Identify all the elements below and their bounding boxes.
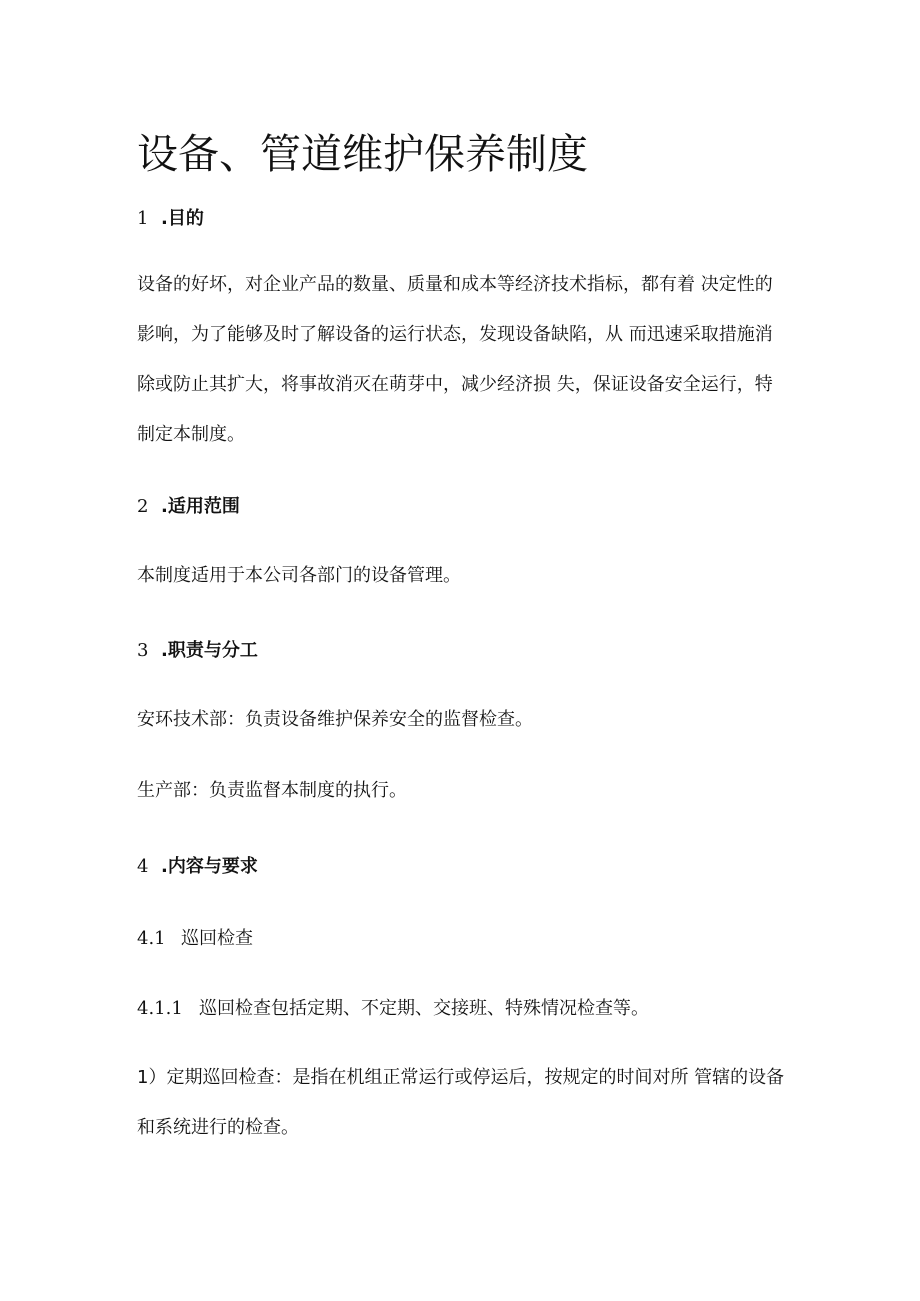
section-heading-scope bbox=[137, 493, 240, 521]
purpose-paragraph: 设备的好坏，对企业产品的数量、质量和成本等经济技术指标，都有着 决定性的影响，为了能够及时了解设备的运行状态，发现设备缺陷，从 而迅速采取措施消除或防止其扩大，将事故消灭在萌芽中，减少经济损 失，保证设备安全运行，特制定本制度。 bbox=[137, 274, 773, 445]
subsection-number: 4.1.1 bbox=[137, 998, 183, 1019]
section-heading-content bbox=[137, 853, 258, 881]
scope-paragraph: 本制度适用于本公司各部门的设备管理。 bbox=[137, 565, 461, 586]
subsection-number: 4.1 bbox=[137, 928, 166, 949]
section-heading-purpose bbox=[137, 205, 204, 233]
subsection-title: 巡回检查 bbox=[181, 928, 253, 949]
duty-safety-dept: 安环技术部：负责设备维护保养安全的监督检查。 bbox=[137, 709, 533, 730]
subsection-text: 巡回检查包括定期、不定期、交接班、特殊情况检查等。 bbox=[199, 998, 649, 1019]
periodic-inspection-paragraph: 1）定期巡回检查：是指在机组正常运行或停运后，按规定的时间对所 管辖的设备和系统进行的检查。 bbox=[137, 1067, 785, 1138]
document-title: 设备、管道维护保养制度 bbox=[137, 130, 588, 178]
section-number: 2 bbox=[137, 496, 149, 517]
subsection-4-1 bbox=[137, 925, 253, 953]
section-title: .适用范围 bbox=[161, 496, 240, 517]
subsection-4-1-1 bbox=[137, 995, 649, 1023]
section-heading-duties bbox=[137, 637, 258, 665]
section-number: 1 bbox=[137, 208, 149, 229]
section-number: 4 bbox=[137, 856, 149, 877]
section-number: 3 bbox=[137, 640, 149, 661]
section-title: .内容与要求 bbox=[161, 856, 258, 877]
section-title: .目的 bbox=[161, 208, 204, 229]
duty-production-dept: 生产部：负责监督本制度的执行。 bbox=[137, 780, 407, 801]
section-title: .职责与分工 bbox=[161, 640, 258, 661]
